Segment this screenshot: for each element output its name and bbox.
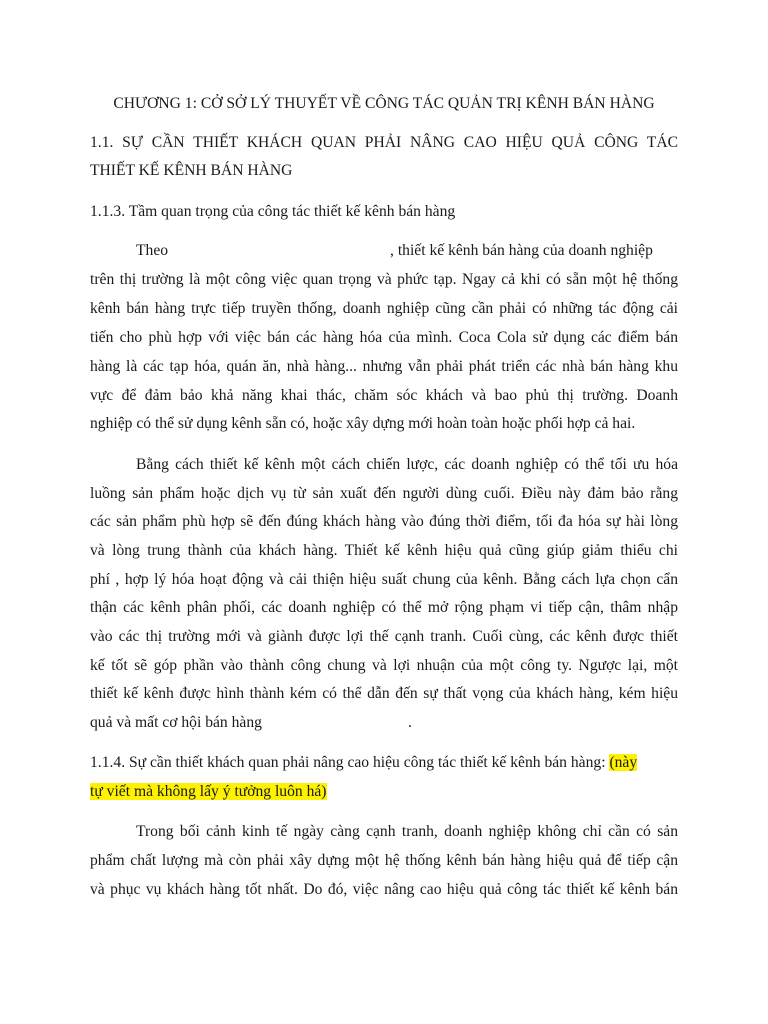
paragraph-2-line: và lòng trung thành của khách hàng. Thiết kế kênh hiệu quả cũng giúp giảm thiểu chi [90,542,678,559]
subsection-heading-113: 1.1.3. Tầm quan trọng của công tác thiết kế kênh bán hàng [90,203,456,220]
paragraph-3-line: và phục vụ khách hàng tốt nhất. Do đó, việc nâng cao hiệu quả công tác thiết kế kênh bán [90,881,678,898]
paragraph-1-lead-rest: , thiết kế kênh bán hàng của doanh nghiệp [390,242,653,259]
paragraph-1-line-1 [136,241,678,261]
paragraph-2-line: các sản phẩm phù hợp sẽ đến đúng khách hàng vào đúng thời điểm, tối đa hóa sự hài lòng [90,513,678,530]
paragraph-2-line: vào các thị trường mới và giành được lợi thế cạnh tranh. Cuối cùng, các kênh được thiết [90,628,678,645]
chapter-title: CHƯƠNG 1: CỞ SỞ LÝ THUYẾT VỀ CÔNG TÁC QUẢN TRỊ KÊNH BÁN HÀNG [113,95,655,112]
subsection-heading-114 [90,753,678,773]
section-heading-line-2: THIẾT KẾ KÊNH BÁN HÀNG [90,162,293,179]
paragraph-1-lead: Theo [136,242,169,259]
paragraph-1-line: hàng là các tạp hóa, quán ăn, nhà hàng... nhưng vẫn phải phát triển các nhà bán hàng khu [90,358,678,375]
subsection-heading-114-line-2 [90,782,678,802]
paragraph-2-line: Bằng cách thiết kế kênh một cách chiến lược, các doanh nghiệp có thể tối ưu hóa [136,456,678,473]
paragraph-2-last-text: quả và mất cơ hội bán hàng [90,714,262,731]
paragraph-2-end-period: . [407,714,412,731]
highlighted-comment: (này [609,754,638,771]
paragraph-1-last-line: nghiệp có thể sử dụng kênh sẵn có, hoặc xây dựng mới hoàn toàn hoặc phối hợp cả hai. [90,415,636,432]
paragraph-2-line: thận các kênh phân phối, các doanh nghiệp có thể mở rộng phạm vi tiếp cận, thâm nhập [90,599,678,616]
section-heading-line-1: 1.1. SỰ CẦN THIẾT KHÁCH QUAN PHẢI NÂNG CAO HIỆU QUẢ CÔNG TÁC [90,134,678,151]
paragraph-2-line: kế tốt sẽ góp phần vào thành công chung và lợi nhuận của một công ty. Ngược lại, một [90,657,678,674]
paragraph-1-line: kênh bán hàng trực tiếp truyền thống, doanh nghiệp cũng cần phải có những tác động cải [90,300,678,317]
paragraph-1-line: trên thị trường là một công việc quan trọng và phức tạp. Ngay cả khi có sẵn một hệ thống [90,271,678,288]
paragraph-2-line: luồng sản phẩm hoặc dịch vụ từ sản xuất đến người dùng cuối. Điều này đảm bảo rằng [90,485,678,502]
paragraph-3-line: Trong bối cảnh kinh tế ngày càng cạnh tranh, doanh nghiệp không chỉ cần có sản [136,823,678,840]
paragraph-3-line: phẩm chất lượng mà còn phải xây dựng một hệ thống kênh bán hàng hiệu quả để tiếp cận [90,852,678,869]
paragraph-2-line: thiết kế kênh được hình thành kém có thể dẫn đến sự thất vọng của khách hàng, kém hiệu [90,685,678,702]
paragraph-2-line: phí , hợp lý hóa hoạt động và cải thiện hiệu suất chung của kênh. Bằng cách lựa chọn cẩn [90,571,678,588]
paragraph-1-line: tiến cho phù hợp với việc bán các hàng hóa của mình. Coca Cola sử dụng các điểm bán [90,329,678,346]
highlighted-comment: tự viết mà không lấy ý tưởng luôn há) [90,783,327,800]
subsection-114-text: 1.1.4. Sự cần thiết khách quan phải nâng cao hiệu công tác thiết kế kênh bán hàng: [90,754,606,771]
paragraph-2-last-line [90,713,678,733]
paragraph-1-line: vực để đảm bảo khả năng khai thác, chăm sóc khách và bao phủ thị trường. Doanh [90,387,678,404]
